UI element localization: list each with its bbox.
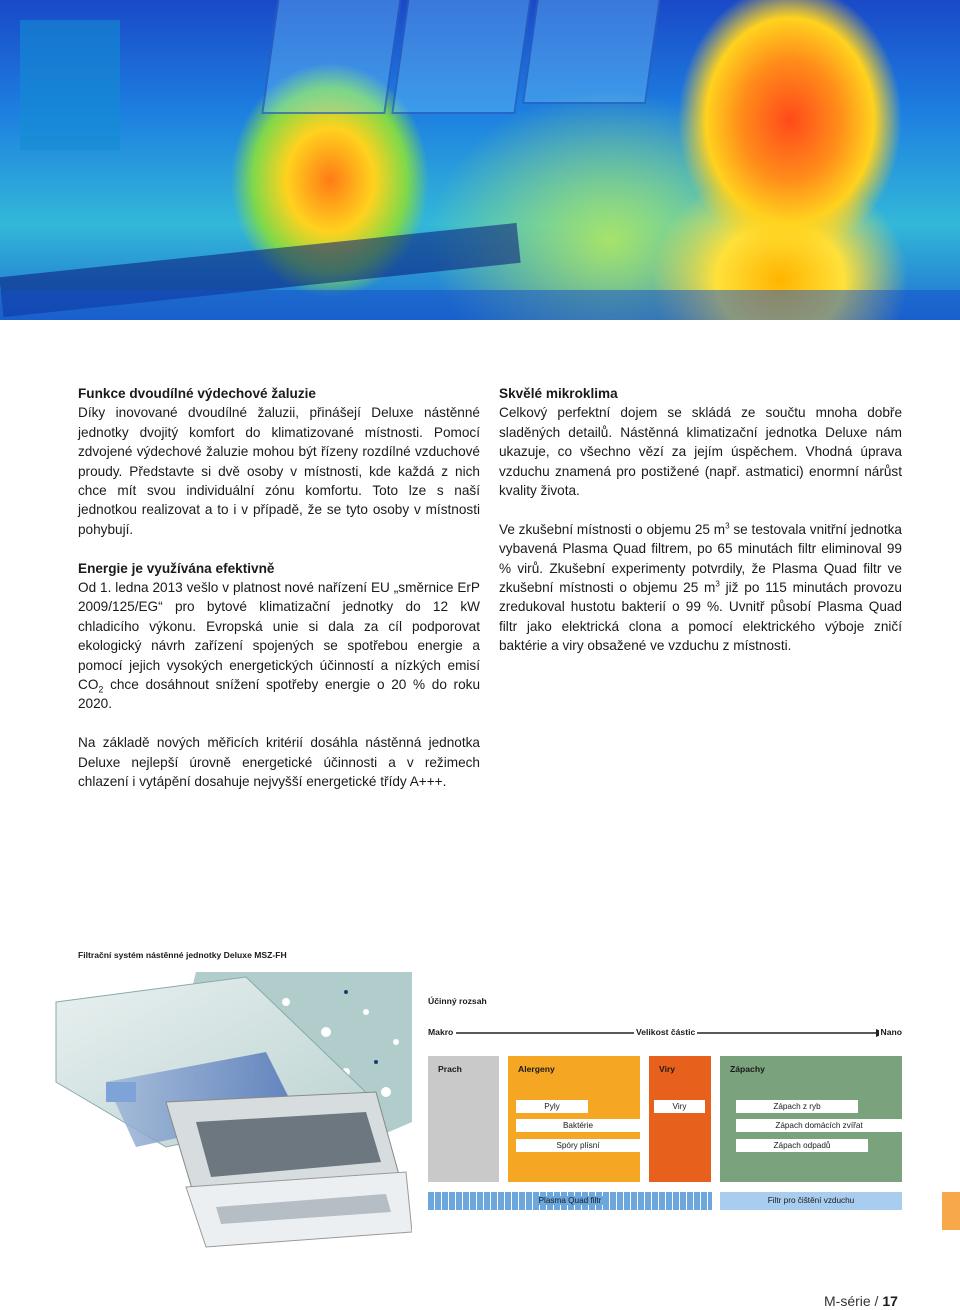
axis-label-particle-size: Velikost částic	[636, 1027, 696, 1037]
tag-bacteria: Baktérie	[516, 1119, 640, 1132]
particle-size-axis	[428, 1026, 902, 1040]
tag-viruses: Viry	[654, 1100, 705, 1113]
paragraph-efficiency: Na základě nových měřicích kritérií dosáhla nástěnná jednotka Deluxe nejlepší úrovně energetické účinnosti a v režimech chlazení i vytápění dosahuje nejvyšší energetické třídy A+++.	[78, 735, 480, 790]
heading-energy: Energie je využívána efektivně	[78, 560, 275, 576]
page-number: 17	[882, 1293, 898, 1309]
filter-label: Plasma Quad filtr	[536, 1196, 605, 1205]
heading-microclimate: Skvělé mikroklima	[499, 386, 618, 401]
category-title: Prach	[438, 1064, 462, 1074]
paragraph-louver: Díky inovované dvoudílné žaluzii, přinášejí Deluxe nástěnné jednotky dvojitý komfort do klimatizované místnosti. Pomocí zdvojené výdechové žaluzie mohou být řízeny rozdílné vzduchové proudy. Představte si dvě osoby v místnosti, kde každá z nich chce mít svou individuální zónu komfortu. Toto lze s naší jednotkou realizovat a to i v případě, že se tyto osoby v místnosti pohybují.	[78, 405, 480, 537]
air-conditioner-illustration	[46, 972, 412, 1300]
heading-louver: Funkce dvoudílné výdechové žaluzie	[78, 386, 316, 401]
thermal-hero-image	[0, 0, 960, 320]
category-title: Zápachy	[730, 1064, 765, 1074]
effective-range-label: Účinný rozsah	[428, 996, 487, 1006]
figure-caption: Filtrační systém nástěnné jednotky Deluxe MSZ-FH	[78, 950, 287, 960]
tag-fish-odour: Zápach z ryb	[736, 1100, 858, 1113]
category-odours	[720, 1056, 902, 1182]
category-dust	[428, 1056, 499, 1182]
axis-label-nano: Nano	[880, 1027, 902, 1037]
paragraph-plasma-quad: Ve zkušební místnosti o objemu 25 $m^3$ se testovala vnitřní jednotka vybavená Plasma Quad filtrem, po 65 minutách filtr eliminoval 99 % virů. Zkušební experimenty potvrdily, že Plasma Quad filtr ve zkušební místnosti o objemu 25 $m^3$ již po 115 minutách provozu zredukoval hustotu bakterií o 99 %. Uvnitř působí Plasma Quad filtr jako elektrická clona a pomocí elektrického výboje zničí baktérie a viry obsažené ve vzduchu z místnosti.	[499, 521, 902, 654]
tag-waste-odour: Zápach odpadů	[736, 1139, 868, 1152]
right-column	[499, 384, 902, 656]
filter-label: Filtr pro čištění vzduchu	[767, 1196, 855, 1205]
filter-bar-air-cleaning	[720, 1192, 902, 1210]
page-footer	[824, 1293, 898, 1309]
page-edge-tab	[942, 1192, 960, 1230]
category-allergens	[508, 1056, 640, 1182]
series-label: M-série /	[824, 1293, 883, 1309]
paragraph-microclimate: Celkový perfektní dojem se skládá ze součtu mnoha dobře sladěných detailů. Nástěnná klimatizační jednotka Deluxe nám ukazuje, co všechno vězí za jejím úspěchem. Vhodná úprava vzduchu znamená pro postižené (např. astmatici) enormní nárůst kvality života.	[499, 405, 902, 499]
tag-pollen: Pyly	[516, 1100, 588, 1113]
paragraph-energy: Od 1. ledna 2013 vešlo v platnost nové nařízení EU „směrnice ErP 2009/125/EG“ pro bytové klimatizační jednotky do 12 kW chladicího výkonu. Evropská unie si dala za cíl podporovat ekologický návrh zařízení spojených se spotřebou energie a pomocí jejich vysokých energetických účinností a nízkých emisí $CO_2$ chce dosáhnout snížení spotřeby energie o 20 % do roku 2020.	[78, 580, 480, 712]
tag-mould-spores: Spóry plísní	[516, 1139, 640, 1152]
filter-bar-plasma-quad	[428, 1192, 712, 1210]
axis-label-macro: Makro	[428, 1027, 454, 1037]
category-viruses	[649, 1056, 711, 1182]
left-column	[78, 384, 480, 792]
category-title: Alergeny	[518, 1064, 555, 1074]
category-title: Viry	[659, 1064, 676, 1074]
tag-pet-odour: Zápach domácích zvířat	[736, 1119, 902, 1132]
